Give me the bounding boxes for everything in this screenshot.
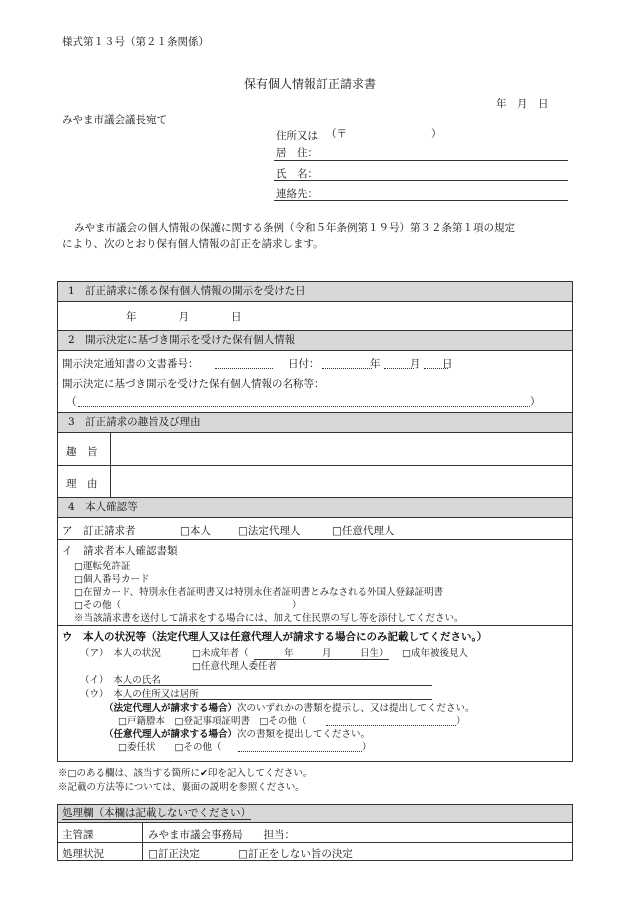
note-reference-back: ※記載の方法等については、裏面の説明を参照ください。 — [58, 782, 305, 793]
reason-field[interactable] — [112, 466, 570, 496]
legal-agent-docs-checkboxes[interactable]: □戸籍謄本 □登記事項証明書 □その他（ — [118, 716, 307, 727]
info-name-field[interactable] — [78, 395, 530, 407]
id-doc-license-checkbox[interactable]: □運転免許証 — [74, 561, 131, 572]
requester-self-checkbox[interactable]: □本人 — [180, 525, 211, 537]
residence-field[interactable] — [274, 160, 568, 161]
notice-year-field[interactable] — [322, 357, 372, 369]
note-checkbox-instruction: ※□のある欄は、該当する箇所に✔印を記入してください。 — [58, 768, 313, 779]
notice-date-label: 日付： — [288, 358, 320, 370]
purpose-field[interactable] — [112, 434, 570, 464]
office-use-header: 処理欄（本欄は記載しないでください） — [58, 805, 572, 823]
id-doc-residence-card-checkbox[interactable]: □在留カード、特別永住者証明書又は特別永住者証明書とみなされる外国人登録証明書 — [74, 587, 444, 598]
voluntary-agent-other-close: ） — [362, 742, 372, 753]
notice-year-label: 年 — [370, 358, 381, 370]
voluntary-agent-other-field[interactable] — [238, 740, 362, 752]
main-form-table — [57, 281, 573, 762]
purpose-label: 趣 旨 — [66, 446, 98, 458]
notice-month-label: 月 — [410, 358, 421, 370]
notice-day-label: 日 — [442, 358, 453, 370]
page-title: 保有個人情報訂正請求書 — [244, 77, 377, 91]
voluntary-agent-docs-note: （任意代理人が請求する場合）次の書類を提出してください。 — [104, 729, 371, 740]
section-3-header: 3 訂正請求の趣旨及び理由 — [58, 413, 572, 433]
requester-type-label: ア 訂正請求者 — [62, 525, 136, 537]
form-number: 様式第１３号（第２１条関係） — [62, 36, 209, 48]
contact-label: 連絡先： — [276, 188, 318, 200]
intro-line-2: により、次のとおり保有個人情報の訂正を請求します。 — [62, 238, 324, 250]
addressee: みやま市議会議長宛て — [62, 114, 167, 126]
notice-number-field[interactable] — [215, 357, 273, 369]
requester-legal-agent-checkbox[interactable]: □法定代理人 — [238, 525, 301, 537]
section-2-header: 2 開示決定に基づき開示を受けた保有個人情報 — [58, 331, 572, 351]
legal-agent-other-close: ） — [456, 716, 466, 727]
name-field[interactable] — [274, 180, 568, 181]
info-name-paren-close: ） — [530, 396, 541, 408]
principal-name-label: （イ） 本人の氏名 — [80, 675, 161, 686]
id-doc-other-checkbox[interactable]: □その他（ ） — [74, 600, 302, 611]
reason-label: 理 由 — [66, 478, 98, 490]
status-label: 処理状況 — [62, 848, 104, 860]
notice-number-label: 開示決定通知書の文書番号： — [62, 358, 199, 370]
address-label: 住所又は — [276, 130, 318, 142]
residence-label: 居 住： — [276, 147, 318, 159]
contact-field[interactable] — [274, 200, 568, 201]
id-docs-label: イ 請求者本人確認書類 — [62, 545, 178, 557]
id-doc-note: ※当該請求書を送付して請求をする場合には、加えて住民票の写し等を添付してください。 — [74, 613, 464, 624]
section-4-header: 4 本人確認等 — [58, 498, 572, 518]
principal-address-label: （ウ） 本人の住所又は居所 — [80, 689, 199, 700]
dept-label: 主管課 — [62, 829, 94, 841]
status-no-correct-checkbox[interactable]: □訂正をしない旨の決定 — [238, 848, 353, 860]
info-name-paren-open: （ — [66, 396, 77, 408]
postal-code-field[interactable]: （〒 ） — [326, 128, 442, 140]
adult-ward-checkbox[interactable]: □成年被後見人 — [402, 648, 468, 659]
legal-agent-docs-note: （法定代理人が請求する場合）次のいずれかの書類を提示し、又は提出してください。 — [104, 703, 475, 714]
requester-voluntary-agent-checkbox[interactable]: □任意代理人 — [332, 525, 395, 537]
minor-birthdate-field[interactable]: 年 月 日生） — [254, 645, 389, 660]
intro-line-1: みやま市議会の個人情報の保護に関する条例（令和５年条例第１９号）第３２条第１項の規定 — [74, 222, 515, 234]
principal-condition-label: （ア） 本人の状況 — [80, 648, 161, 659]
date-line[interactable]: 年 月 日 — [496, 98, 549, 110]
name-label: 氏 名： — [276, 168, 318, 180]
dept-value: みやま市議会事務局 担当： — [148, 829, 295, 841]
office-use-table — [57, 804, 573, 861]
section-1-header: 1 訂正請求に係る保有個人情報の開示を受けた日 — [58, 282, 572, 302]
minor-checkbox[interactable]: □未成年者（ — [192, 648, 249, 659]
info-name-label: 開示決定に基づき開示を受けた保有個人情報の名称等： — [62, 378, 325, 390]
principal-status-label: ウ 本人の状況等（法定代理人又は任意代理人が請求する場合にのみ記載してください。） — [62, 631, 488, 643]
voluntary-agent-docs-checkboxes[interactable]: □委任状 □その他（ — [118, 742, 222, 753]
disclosure-date-field[interactable]: 年 月 日 — [126, 311, 242, 323]
voluntary-principal-checkbox[interactable]: □任意代理人委任者 — [192, 661, 277, 672]
id-doc-mynumber-checkbox[interactable]: □個人番号カード — [74, 574, 150, 585]
legal-agent-other-field[interactable] — [326, 714, 456, 726]
status-correct-checkbox[interactable]: □訂正決定 — [148, 848, 200, 860]
